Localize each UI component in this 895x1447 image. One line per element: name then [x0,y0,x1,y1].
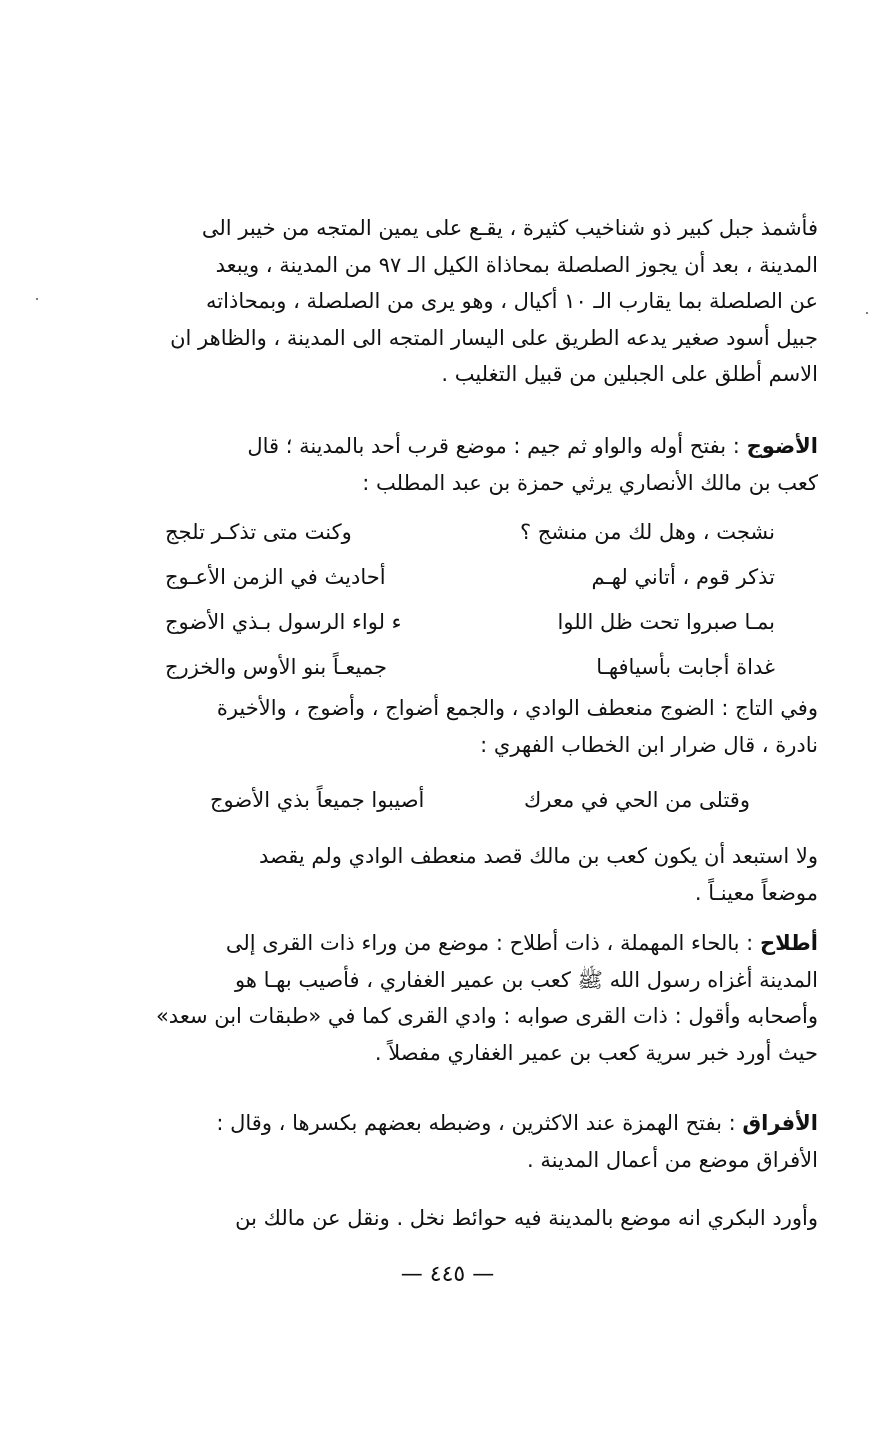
hemistich-left: أصيبوا جميعاً بذي الأضوج [210,788,425,812]
entry-heading: الأفراق [742,1111,818,1135]
poem-verse [165,645,775,690]
hemistich-left: أحاديث في الزمن الأعـوج [165,565,386,589]
text-line: وأورد البكري انه موضع بالمدينة فيه حوائط نخل . ونقل عن مالك بن [235,1206,818,1230]
entry-text: : بفتح الهمزة عند الاكثرين ، وضبطه بعضهم بكسرها ، وقال : [216,1111,743,1135]
text-line: نادرة ، قال ضرار ابن الخطاب الفهري : [480,732,818,757]
text-line: كعب بن مالك الأنصاري يرثي حمزة بن عبد المطلب : [362,470,818,495]
hemistich-right: تذكر قوم ، أتاني لهـم [591,565,775,589]
poem-verse [165,555,775,600]
hemistich-left: ء لواء الرسول بـذي الأضوج [165,610,402,634]
text-line: جبيل أسود صغير يدعه الطريق على اليسار المتجه الى المدينة ، والظاهر ان [170,325,818,350]
text-line: المدينة ، بعد أن يجوز الصلصلة بمحاذاة الكيل الـ ٩٧ من المدينة ، ويبعد [215,252,818,277]
text-line: الأفراق موضع من أعمال المدينة . [527,1147,818,1172]
hemistich-right: غداة أجابت بأسيافهـا [596,655,775,679]
page-number: — ٤٤٥ — [400,1262,495,1287]
text-line: وأصحابه وأقول : ذات القرى صوابه : وادي القرى كما في «طبقات ابن سعد» [155,1004,818,1028]
poem-verse [165,600,775,645]
hemistich-right: نشجت ، وهل لك من منشج ؟ [519,520,775,544]
text-line: الاسم أطلق على الجبلين من قبيل التغليب . [441,362,818,386]
entry-al-adwaj [118,428,818,501]
hemistich-right: وقتلى من الحي في معرك [523,788,750,812]
hemistich-left: جميعـاً بنو الأوس والخزرج [165,655,387,679]
text-line: عن الصلصلة بما يقارب الـ ١٠ أكيال ، وهو يرى من الصلصلة ، وبمحاذاته [206,289,818,313]
text-line: وفي التاج : الضوج منعطف الوادي ، والجمع أضواج ، وأضوج ، والأخيرة [216,696,818,720]
entry-heading: أطلاح [759,931,818,955]
paragraph-taj [118,690,818,763]
text-line [118,428,818,465]
text-line: حيث أورد خبر سرية كعب بن عمير الغفاري مفصلاً . [374,1040,818,1065]
entry-heading: الأضوج [746,434,818,458]
text-line: ولا استبعد أن يكون كعب بن مالك قصد منعطف الوادي ولم يقصد [259,844,818,868]
entry-atlah [118,925,818,1071]
paragraph-ashmadh [118,210,818,393]
hemistich-left: وكنت متى تذكـر تلجج [165,520,352,544]
text-line: فأشمذ جبل كبير ذو شناخيب كثيرة ، يقـع على يمين المتجه من خيبر الى [201,216,818,240]
text-line [118,1105,818,1142]
hemistich-right: بمـا صبروا تحت ظل اللوا [557,610,775,634]
text-line: المدينة أغزاه رسول الله ﷺ كعب بن عمير الغفاري ، فأصيب بهـا هو [235,967,818,992]
entry-text: : بالحاء المهملة ، ذات أطلاح : موضع من وراء ذات القرى إلى [225,931,760,955]
paragraph-author-note [118,838,818,911]
text-line: موضعاً معينـاً . [694,880,818,905]
entry-al-afraq [118,1105,818,1178]
paragraph-bakri [118,1200,818,1237]
poem-verse [165,510,775,555]
text-line [118,925,818,962]
poem-verse-dirar [210,780,750,820]
scan-speck [866,312,868,314]
poem [165,510,775,690]
scan-speck [36,298,38,300]
entry-text: : بفتح أوله والواو ثم جيم : موضع قرب أحد بالمدينة ؛ قال [247,434,747,458]
